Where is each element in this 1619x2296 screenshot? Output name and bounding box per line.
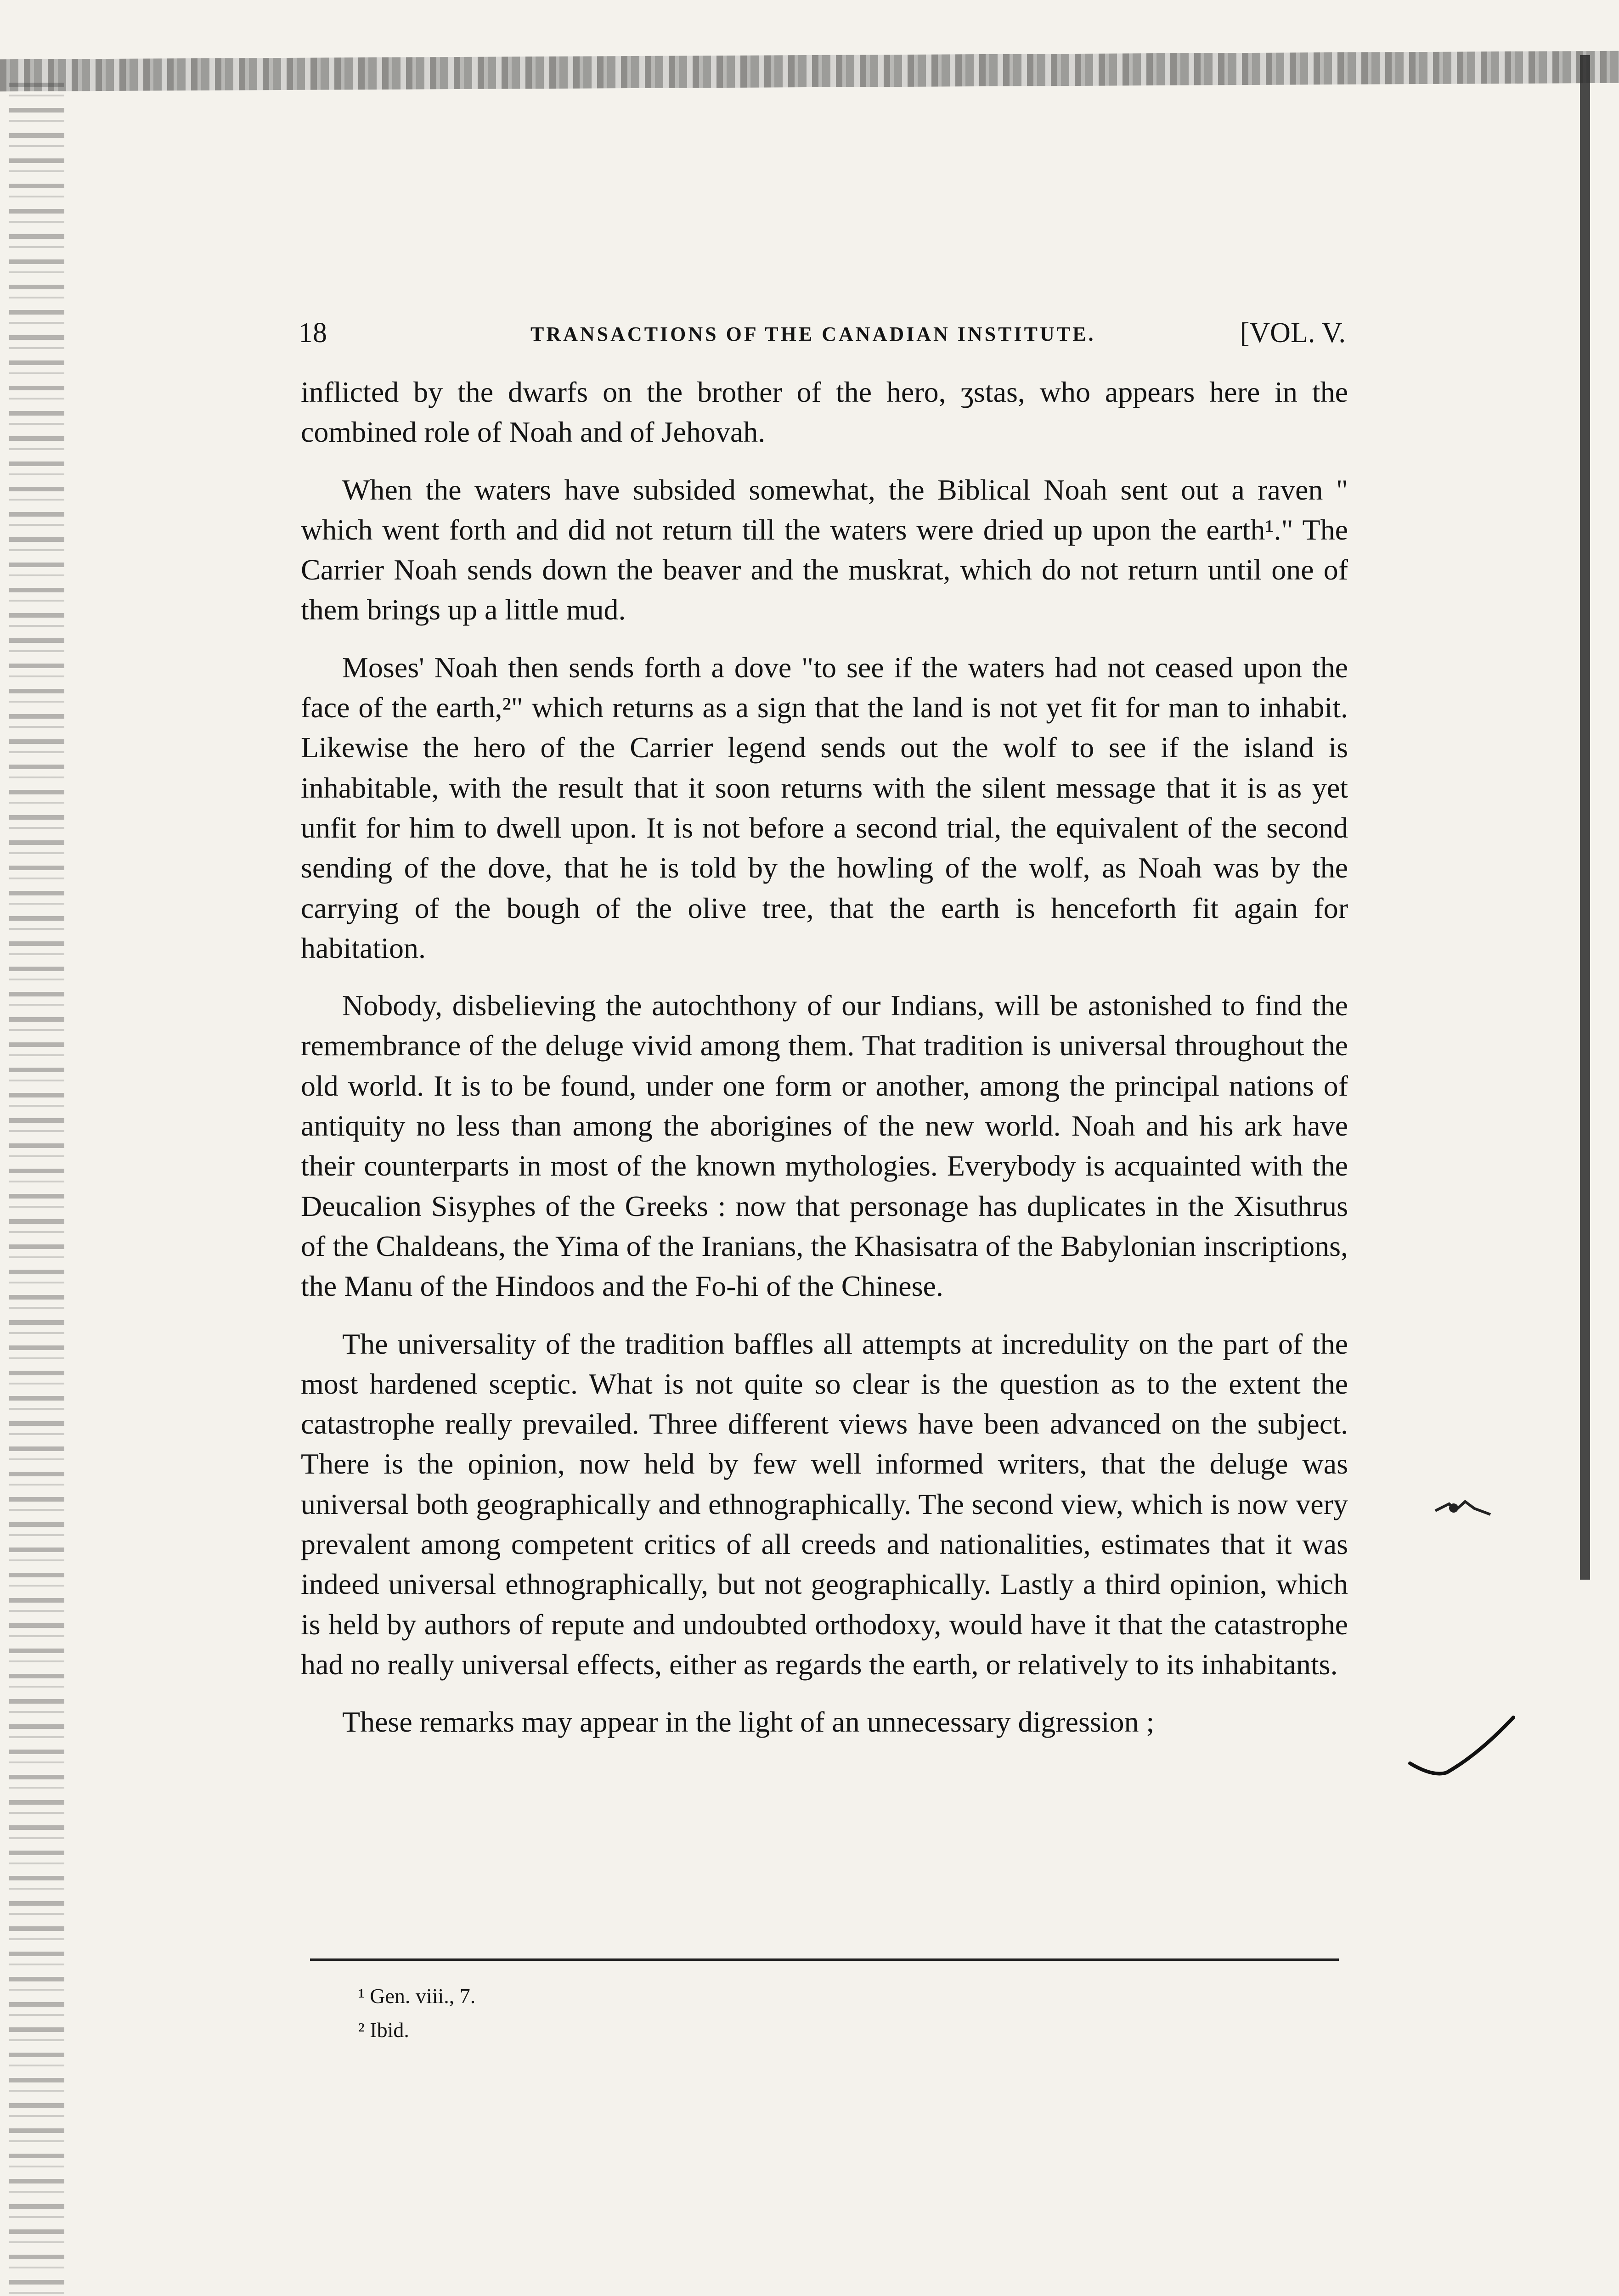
scan-right-edge — [1580, 55, 1608, 1580]
paragraph: When the waters have subsided somewhat, the Biblical Noah sent out a raven " which went forth and did not return till the waters were dried up upon the earth¹." The Carrier Noah sends down the beaver and the muskrat, which do not return until one of them brings up a little mud. — [301, 473, 1348, 626]
paragraph: inflicted by the dwarfs on the brother of the hero, ʒstas, who appears here in the combined role of Noah and of Jehovah. — [301, 376, 1348, 449]
footnote: ² Ibid. — [358, 2018, 409, 2042]
paragraph: Moses' Noah then sends forth a dove "to see if the waters had not ceased upon the face of the earth,²" which returns as a sign that the land is not yet fit for man to inhabit. Likewise the hero of the Carrier legend sends out the wolf to see if the island is inhabitable, with the result that it soon returns with the silent message that it is as yet unfit for him to dwell upon. It is not before a second trial, the equivalent of the second sending of the dove, that he is told by the howling of the wolf, as Noah was by the carrying of the bough of the olive tree, that the earth is henceforth fit again for habitation. — [301, 651, 1348, 964]
paragraph: These remarks may appear in the light of an unnecessary digression ; — [342, 1705, 1155, 1739]
page-number: 18 — [299, 317, 327, 349]
footnote: ¹ Gen. viii., 7. — [358, 1984, 476, 2008]
paragraph: The universality of the tradition baffles all attempts at incredulity on the part of the most hardened sceptic. What is not quite so clear is the question as to the extent the catastrophe really prevailed. Three different views have been advanced on the subject. There is the opinion, now held by few well informed writers, that the deluge was universal both geographically and ethnographically. The second view, which is now very prevalent among competent critics of all creeds and nationalities, estimates that it was indeed universal ethnographically, but not geographically. Lastly a third opinion, which is held by authors of repute and undoubted orthodoxy, would have it that the catastrophe had no really universal effects, either as regards the earth, or relatively to its inhabitants. — [301, 1327, 1348, 1681]
scan-top-edge — [0, 51, 1619, 91]
footnotes — [358, 1979, 475, 2047]
volume-label: [VOL. V. — [1240, 317, 1346, 349]
running-header — [299, 317, 1346, 358]
margin-check-mark-icon — [1405, 1713, 1516, 1782]
paragraph: Nobody, disbelieving the autochthony of our Indians, will be astonished to find the remembrance of the deluge vivid among them. That tradition is universal throughout the old world. It is to be found, under one form or another, among the principal nations of antiquity no less than among the aborigines of the new world. Noah and his ark have their counterparts in most of the known mythologies. Everybody is acquainted with the Deucalion Sisyphes of the Greeks : now that personage has duplicates in the Xisuthrus of the Chaldeans, the Yima of the Iranians, the Khasisatra of the Babylonian inscriptions, the Manu of the Hindoos and the Fo-hi of the Chinese. — [301, 989, 1348, 1303]
scan-left-edge — [9, 83, 64, 2296]
running-title: TRANSACTIONS OF THE CANADIAN INSTITUTE. — [530, 323, 1096, 345]
footnote-rule — [310, 1958, 1339, 1961]
body-text — [301, 372, 1348, 1742]
margin-ink-mark-icon — [1431, 1492, 1495, 1525]
